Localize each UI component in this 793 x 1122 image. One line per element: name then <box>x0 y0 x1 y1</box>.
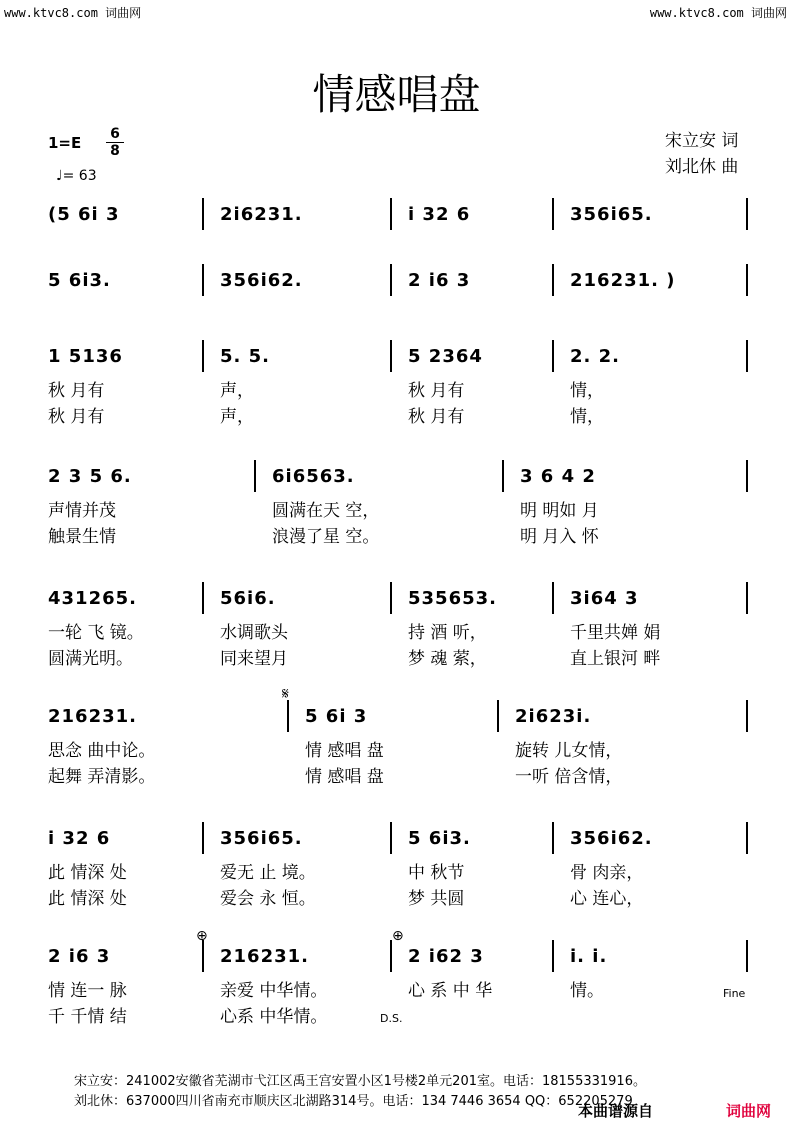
bar-line <box>746 264 748 296</box>
lyric-lyr1-row3-bar3: 秋 月有 <box>408 381 465 401</box>
lyric-lyr1-row4-bar3: 明 明如 月 <box>520 501 599 521</box>
segno-icon: 𝄋 <box>282 684 289 703</box>
notes-row6-bar3: 2i623i. <box>515 706 592 727</box>
lyric-lyr1-row7-bar4: 骨 肉亲， <box>570 863 644 883</box>
bar-line <box>552 822 554 854</box>
bar-line <box>552 582 554 614</box>
notes-row1-bar1: (5 6i 3 <box>48 204 120 225</box>
bar-line <box>552 264 554 296</box>
lyric-lyr1-row6-bar1: 思念 曲中论。 <box>48 741 156 761</box>
notes-row6-bar1: 216231. <box>48 706 137 727</box>
lyric-lyr1-row3-bar4: 情， <box>570 381 604 401</box>
bar-line <box>202 264 204 296</box>
source-text: 本曲谱源自 <box>578 1102 654 1120</box>
lyric-lyr2-row5-bar4: 直上银河 畔 <box>570 649 661 669</box>
bar-line <box>390 198 392 230</box>
bar-line <box>552 198 554 230</box>
lyric-lyr2-row5-bar1: 圆满光明。 <box>48 649 133 669</box>
lyric-lyr2-row7-bar2: 爱会 永 恒。 <box>220 889 316 909</box>
lyric-lyr1-row8-bar4: 情。 <box>570 981 604 1001</box>
lyric-lyr1-row4-bar1: 声情并茂 <box>48 501 116 521</box>
bar-line <box>502 460 504 492</box>
notes-row2-bar2: 356i62. <box>220 270 303 291</box>
lyric-lyr2-row5-bar2: 同来望月 <box>220 649 288 669</box>
notes-row2-bar3: 2 i6 3 <box>408 270 471 291</box>
lyric-lyr1-row5-bar2: 水调歌头 <box>220 623 288 643</box>
bar-line <box>202 198 204 230</box>
notes-row4-bar2: 6i6563. <box>272 466 355 487</box>
notes-row1-bar4: 356i65. <box>570 204 653 225</box>
fine-mark: Fine <box>723 987 746 1000</box>
bar-line <box>390 340 392 372</box>
site-watermark-right: www.ktvc8.com 词曲网 <box>649 6 787 20</box>
notes-row8-bar4: i. i. <box>570 946 608 967</box>
bar-line <box>746 700 748 732</box>
song-title: 情感唱盘 <box>312 70 481 119</box>
notes-row5-bar4: 3i64 3 <box>570 588 639 609</box>
lyric-lyr1-row4-bar2: 圆满在天 空， <box>272 501 380 521</box>
bar-line <box>390 940 392 972</box>
lyric-lyr2-row7-bar4: 心 连心， <box>570 889 644 909</box>
lyric-lyr2-row5-bar3: 梦 魂 萦， <box>408 649 487 669</box>
time-top: 6 <box>110 126 120 142</box>
lyric-lyr2-row3-bar2: 声， <box>220 407 254 427</box>
bar-line <box>287 700 289 732</box>
bar-line <box>497 700 499 732</box>
lyric-lyr2-row3-bar1: 秋 月有 <box>48 407 105 427</box>
lyric-lyr2-row8-bar1: 千 千情 结 <box>48 1007 127 1027</box>
lyric-lyr2-row7-bar1: 此 情深 处 <box>48 889 127 909</box>
bar-line <box>552 940 554 972</box>
bar-line <box>202 582 204 614</box>
notes-row6-bar2: 5 6i 3 <box>305 706 368 727</box>
bar-line <box>202 940 204 972</box>
lyric-lyr2-row3-bar4: 情， <box>570 407 604 427</box>
footer-composer-address: 刘北休：637000四川省南充市顺庆区北湖路314号。电话：134 7446 3654 QQ：652205279 <box>74 1094 633 1109</box>
bar-line <box>746 198 748 230</box>
lyric-lyr2-row6-bar1: 起舞 弄清影。 <box>48 767 156 787</box>
notes-row3-bar3: 5 2364 <box>408 346 483 367</box>
notes-row4-bar1: 2 3 5 6. <box>48 466 132 487</box>
notes-row3-bar4: 2. 2. <box>570 346 620 367</box>
tempo-marking <box>56 168 97 184</box>
lyric-lyr1-row5-bar4: 千里共婵 娟 <box>570 623 661 643</box>
time-bottom: 8 <box>110 143 120 159</box>
lyric-lyr1-row3-bar1: 秋 月有 <box>48 381 105 401</box>
notes-row8-bar3: 2 i62 3 <box>408 946 484 967</box>
composer-credit: 刘北休 曲 <box>665 157 739 177</box>
bar-line <box>202 822 204 854</box>
notes-row5-bar2: 56i6. <box>220 588 276 609</box>
lyric-lyr1-row8-bar2: 亲爱 中华情。 <box>220 981 328 1001</box>
lyric-lyr2-row4-bar2: 浪漫了星 空。 <box>272 527 380 547</box>
notes-row1-bar2: 2i6231. <box>220 204 303 225</box>
notes-row5-bar1: 431265. <box>48 588 137 609</box>
lyric-lyr2-row7-bar3: 梦 共圆 <box>408 889 465 909</box>
lyric-lyr2-row6-bar3: 一听 倍含情， <box>515 767 623 787</box>
lyric-lyr2-row8-bar2: 心系 中华情。 <box>220 1007 328 1027</box>
notes-row2-bar4: 216231. ) <box>570 270 676 291</box>
lyric-lyr1-row5-bar1: 一轮 飞 镜。 <box>48 623 144 643</box>
notes-row8-bar2: 216231. <box>220 946 309 967</box>
lyric-lyr1-row7-bar2: 爱无 止 境。 <box>220 863 316 883</box>
coda-icon: ⊕ <box>196 928 208 944</box>
coda-icon-2: ⊕ <box>392 928 404 944</box>
notes-row8-bar1: 2 i6 3 <box>48 946 111 967</box>
lyric-lyr1-row7-bar1: 此 情深 处 <box>48 863 127 883</box>
lyric-lyr2-row4-bar1: 触景生情 <box>48 527 116 547</box>
lyric-lyr2-row6-bar2: 情 感唱 盘 <box>305 767 384 787</box>
lyric-lyr1-row7-bar3: 中 秋节 <box>408 863 465 883</box>
bar-line <box>254 460 256 492</box>
bar-line <box>552 340 554 372</box>
notes-row4-bar3: 3 6 4 2 <box>520 466 596 487</box>
lyric-lyr1-row8-bar3: 心 系 中 华 <box>408 981 493 1001</box>
bar-line <box>202 340 204 372</box>
bar-line <box>390 822 392 854</box>
lyricist-credit: 宋立安 词 <box>665 131 739 151</box>
bar-line <box>746 340 748 372</box>
ds-mark: D.S. <box>380 1012 403 1025</box>
footer-lyricist-address: 宋立安：241002安徽省芜湖市弋江区禹王宫安置小区1号楼2单元201室。电话：18155331916。 <box>74 1074 646 1089</box>
notes-row1-bar3: i 32 6 <box>408 204 471 225</box>
notes-row7-bar2: 356i65. <box>220 828 303 849</box>
notes-row7-bar3: 5 6i3. <box>408 828 471 849</box>
bar-line <box>390 582 392 614</box>
bar-line <box>746 940 748 972</box>
bar-line <box>390 264 392 296</box>
lyric-lyr2-row3-bar3: 秋 月有 <box>408 407 465 427</box>
bar-line <box>746 822 748 854</box>
notes-row7-bar4: 356i62. <box>570 828 653 849</box>
quarter-note-icon: ♩ <box>56 168 63 184</box>
notes-row3-bar1: 1 5136 <box>48 346 123 367</box>
lyric-lyr2-row4-bar3: 明 月入 怀 <box>520 527 599 547</box>
site-logo: 词曲网 <box>726 1102 772 1120</box>
lyric-lyr1-row5-bar3: 持 酒 听， <box>408 623 487 643</box>
notes-row2-bar1: 5 6i3. <box>48 270 111 291</box>
lyric-lyr1-row8-bar1: 情 连一 脉 <box>48 981 127 1001</box>
bar-line <box>746 460 748 492</box>
site-watermark-left: www.ktvc8.com 词曲网 <box>4 6 142 20</box>
bar-line <box>746 582 748 614</box>
lyric-lyr1-row6-bar2: 情 感唱 盘 <box>305 741 384 761</box>
tempo-value: = 63 <box>62 168 97 184</box>
notes-row3-bar2: 5. 5. <box>220 346 270 367</box>
lyric-lyr1-row6-bar3: 旋转 儿女情， <box>515 741 623 761</box>
time-signature <box>106 126 124 159</box>
notes-row7-bar1: i 32 6 <box>48 828 111 849</box>
lyric-lyr1-row3-bar2: 声， <box>220 381 254 401</box>
notes-row5-bar3: 535653. <box>408 588 497 609</box>
key-signature: 1=E <box>48 134 82 152</box>
